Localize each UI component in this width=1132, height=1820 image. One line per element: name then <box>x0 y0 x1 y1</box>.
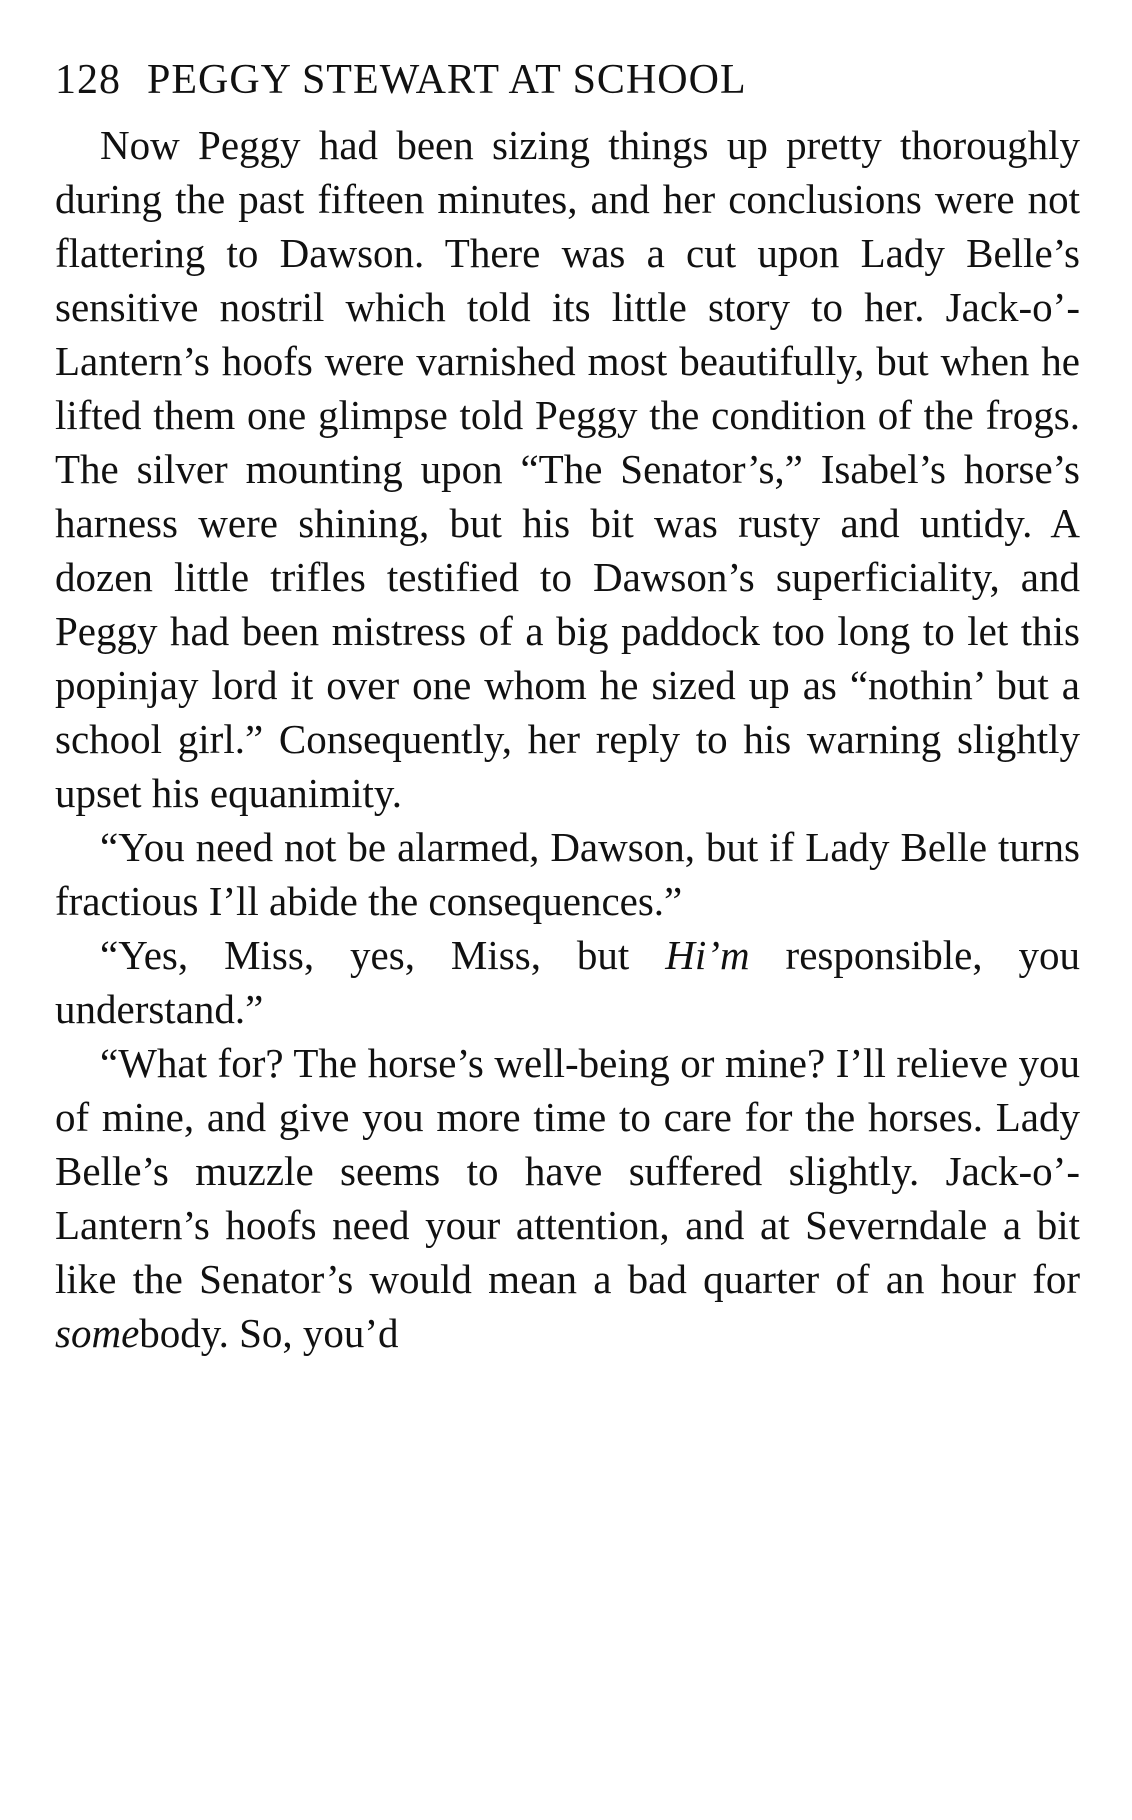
book-page <box>55 50 1080 1360</box>
paragraph-text: “What for? The horse’s well-being or mine? I’ll relieve you of mine, and give you more time to care for the horses. Lady Belle’s muzzle seems to have suffered slightly. Jack-o’-Lantern’s hoofs need your attention, and at Severndale a bit like the Senator’s would mean a bad quarter of an hour for <box>55 1040 1080 1302</box>
paragraph-text: responsible, you understand.” <box>55 932 1081 1032</box>
body-text <box>55 118 1080 1360</box>
paragraph <box>55 928 1080 1036</box>
running-head <box>55 50 1080 110</box>
italic-word: some <box>55 1310 140 1356</box>
paragraph: “You need not be alarmed, Dawson, but if Lady Belle turns fractious I’ll abide the consequences.” <box>55 824 1080 924</box>
paragraph-text: body. So, you’d <box>139 1310 399 1356</box>
paragraph-text: “Yes, Miss, yes, Miss, but <box>100 932 666 978</box>
page-number: 128 <box>55 57 121 103</box>
paragraph: Now Peggy had been sizing things up pretty thoroughly during the past fifteen minutes, and her conclusions were not flattering to Dawson. There was a cut upon Lady Belle’s sensitive nostril which told its little story to her. Jack-o’-Lantern’s hoofs were varnished most beautifully, but when he lifted them one glimpse told Peggy the condition of the frogs. The silver mounting upon “The Senator’s,” Isabel’s horse’s harness were shining, but his bit was rusty and untidy. A dozen little trifles testified to Dawson’s superficiality, and Peggy had been mistress of a big paddock too long to let this popinjay lord it over one whom he sized up as “nothin’ but a school girl.” Consequently, her reply to his warning slightly upset his equanimity. <box>55 122 1080 816</box>
running-title: PEGGY STEWART AT SCHOOL <box>147 57 747 103</box>
italic-word: Hi’m <box>665 932 750 978</box>
paragraph <box>55 1036 1080 1360</box>
